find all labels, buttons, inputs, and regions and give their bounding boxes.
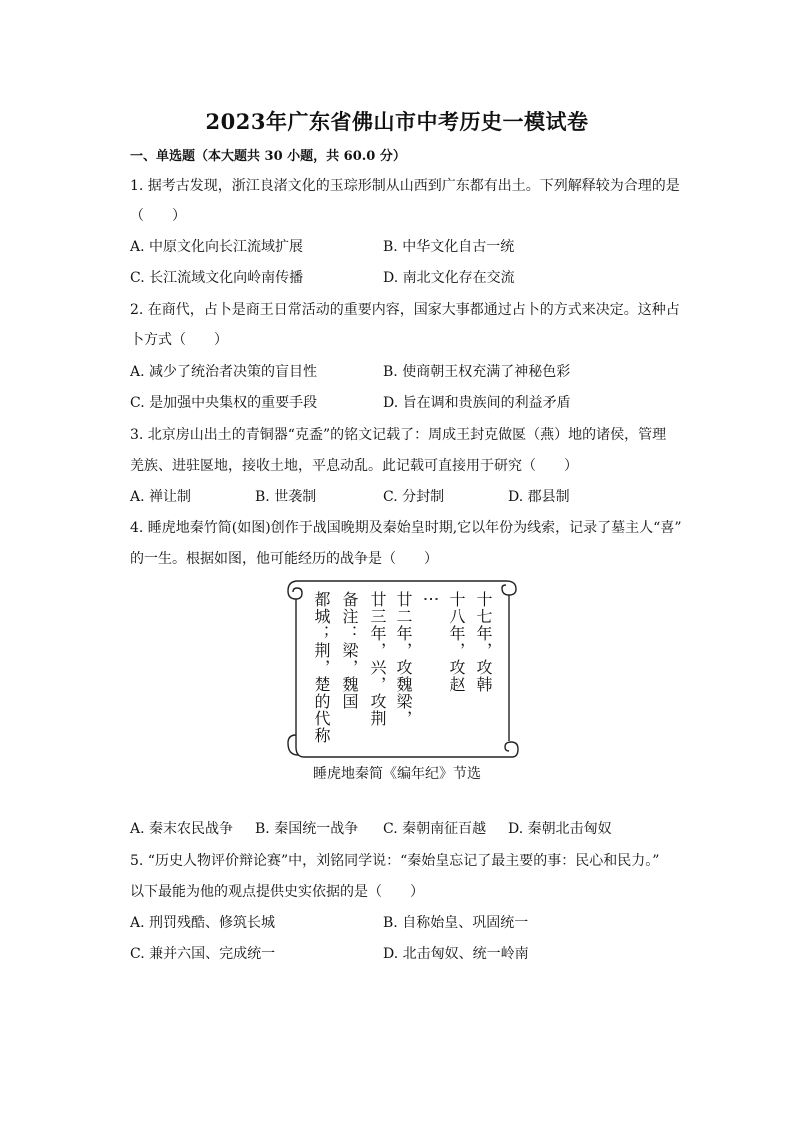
question-3-option-a[interactable]: A. 禅让制 (130, 489, 192, 505)
question-4-text-cont: 的一生。根据如图，他可能经历的战争是（ ） (130, 551, 438, 567)
slip-column-1: 十七年，攻韩 (474, 591, 493, 693)
question-2-option-a[interactable]: A. 减少了统治者决策的盲目性 (130, 364, 318, 380)
slip-column-4: 廿二年，攻魏梁， (394, 591, 413, 727)
bamboo-slip-figure (280, 577, 520, 759)
question-4-option-b[interactable]: B. 秦国统一战争 (255, 821, 359, 837)
question-2-text: 2. 在商代，占卜是商王日常活动的重要内容，国家大事都通过占卜的方式来决定。这种占 (130, 302, 680, 318)
question-2-option-c[interactable]: C. 是加强中央集权的重要手段 (130, 395, 318, 411)
slip-column-3: ⋮ (422, 591, 441, 608)
question-4-option-c[interactable]: C. 秦朝南征百越 (383, 821, 487, 837)
question-4-option-d[interactable]: D. 秦朝北击匈奴 (508, 821, 612, 837)
question-1-option-c[interactable]: C. 长江流域文化向岭南传播 (130, 270, 304, 286)
question-5-option-d[interactable]: D. 北击匈奴、统一岭南 (383, 946, 529, 962)
question-5-text-cont: 以下最能为他的观点提供史实依据的是（ ） (130, 884, 424, 900)
question-3-text-cont: 羌族、进驻匽地，接收土地，平息动乱。此记载可直接用于研究（ ） (130, 458, 578, 474)
question-1-option-a[interactable]: A. 中原文化向长江流域扩展 (130, 239, 304, 255)
question-5-option-c[interactable]: C. 兼并六国、完成统一 (130, 946, 276, 962)
question-1-option-b[interactable]: B. 中华文化自古一统 (383, 239, 515, 255)
question-1-text: 1. 据考古发现，浙江良渚文化的玉琮形制从山西到广东都有出土。下列解释较为合理的是 (130, 178, 680, 194)
slip-column-6: 备注：梁，魏国 (340, 591, 359, 710)
question-2-option-d[interactable]: D. 旨在调和贵族间的利益矛盾 (383, 395, 571, 411)
figure-caption: 睡虎地秦简《编年纪》节选 (313, 766, 481, 782)
question-3-option-b[interactable]: B. 世袭制 (255, 489, 317, 505)
question-4-option-a[interactable]: A. 秦末农民战争 (130, 821, 234, 837)
question-3-option-c[interactable]: C. 分封制 (383, 489, 445, 505)
question-3-option-d[interactable]: D. 郡县制 (508, 489, 570, 505)
slip-column-2: 十八年，攻赵 (447, 591, 466, 693)
question-5-text: 5. “历史人物评价辩论赛”中，刘铭同学说：“秦始皇忘记了最主要的事：民心和民力。” (130, 853, 660, 869)
question-2-option-b[interactable]: B. 使商朝王权充满了神秘色彩 (383, 364, 571, 380)
question-1-text-cont: （ ） (130, 208, 186, 224)
slip-column-5: 廿三年，兴，攻荆 (368, 591, 387, 727)
question-3-text: 3. 北京房山出土的青铜器“克盉”的铭文记载了：周成王封克做匽（燕）地的诸侯，管理 (130, 427, 667, 443)
question-2-text-cont: 卜方式（ ） (130, 332, 228, 348)
question-5-option-b[interactable]: B. 自称始皇、巩固统一 (383, 915, 529, 931)
section-heading: 一、单选题（本大题共 30 小题，共 60.0 分） (130, 149, 406, 164)
question-5-option-a[interactable]: A. 刑罚残酷、修筑长城 (130, 915, 276, 931)
question-1-option-d[interactable]: D. 南北文化存在交流 (383, 270, 515, 286)
slip-column-7: 都城；荆，楚的代称 (312, 591, 331, 744)
question-4-text: 4. 睡虎地秦竹简(如图)创作于战国晚期及秦始皇时期,它以年份为线索，记录了墓主人“喜” (130, 520, 682, 536)
exam-title: 2023年广东省佛山市中考历史一模试卷 (205, 109, 589, 134)
